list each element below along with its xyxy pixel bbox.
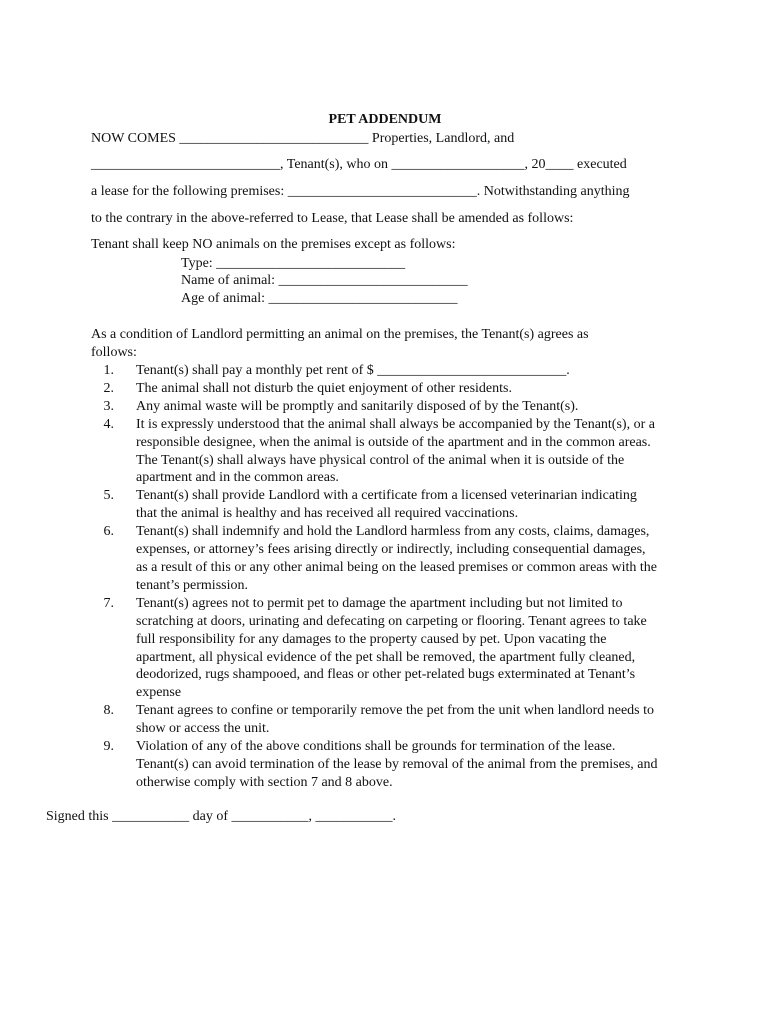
animal-type-field: Type: ___________________________ [181, 256, 406, 271]
list-item-text: Tenant(s) shall provide Landlord with a certificate from a licensed veterinarian indicating that the animal is healthy and has received all required vaccinations. [136, 488, 637, 522]
list-item [0, 416, 770, 488]
list-item-text: Any animal waste will be promptly and sanitarily disposed of by the Tenant(s). [136, 398, 579, 414]
list-item [0, 398, 770, 416]
condition-line-2: follows: [91, 345, 137, 360]
list-item-text: The animal shall not disturb the quiet enjoyment of other residents. [136, 380, 512, 396]
list-item-number: 9. [103, 739, 114, 755]
list-item-text: Violation of any of the above conditions shall be grounds for termination of the lease. Tenant(s) can avoid termination of the lease by removal of the animal from the premises, and otherwise comply with section 7 and 8 above. [136, 739, 658, 790]
list-item-number: 3. [103, 398, 114, 414]
list-item-text: It is expressly understood that the animal shall always be accompanied by the Tenant(s), or a responsible designee, when the animal is outside of the apartment and in the common areas. The Tenant(s) shall always have physical control of the animal when it is outside of the apartment and in the common areas. [136, 416, 655, 486]
list-item-text: Tenant(s) agrees not to permit pet to damage the apartment including but not limited to scratching at doors, urinating and defecating on carpeting or flooring. Tenant agrees to take full responsibility for any damages to the property caused by pet. Upon vacating the apartment, all physical evidence of the pet shall be removed, the apartment fully cleaned, deodorized, rugs shampooed, and fleas or other pet-related bugs exterminated at Tenant’s expense [136, 595, 647, 701]
document-title: PET ADDENDUM [328, 112, 442, 127]
intro-line-1: NOW COMES ___________________________ Properties, Landlord, and [91, 131, 515, 146]
list-item-number: 7. [103, 595, 114, 611]
intro-line-4: to the contrary in the above-referred to Lease, that Lease shall be amended as follows: [91, 211, 574, 226]
list-item [0, 595, 770, 702]
list-item-number: 8. [103, 703, 114, 719]
list-item-number: 4. [103, 416, 114, 432]
signature-line: Signed this ___________ day of ___________, ___________. [46, 809, 396, 824]
list-item [0, 702, 770, 738]
list-item-text: Tenant(s) shall indemnify and hold the Landlord harmless from any costs, claims, damages, expenses, or attorney’s fees arising directly or indirectly, including consequential damages, as a result of this or any other animal being on the leased premises or common areas with the tenant’s permission. [136, 524, 657, 593]
animal-age-field: Age of animal: ___________________________ [181, 291, 458, 306]
condition-line-1: As a condition of Landlord permitting an animal on the premises, the Tenant(s) agrees as [91, 327, 589, 342]
list-item [0, 487, 770, 523]
intro-line-3: a lease for the following premises: ___________________________. Notwithstanding anything [91, 184, 630, 199]
list-item-number: 2. [103, 380, 114, 396]
intro-line-2: ___________________________, Tenant(s), who on ___________________, 20____ executed [91, 157, 627, 172]
list-item-text: Tenant(s) shall pay a monthly pet rent of $ ___________________________. [136, 363, 570, 378]
list-item [0, 738, 770, 792]
list-item-text: Tenant agrees to confine or temporarily remove the pet from the unit when landlord needs to show or access the unit. [136, 703, 655, 737]
list-item [0, 523, 770, 595]
animal-name-field: Name of animal: ___________________________ [181, 273, 468, 288]
list-item-number: 5. [103, 488, 114, 504]
animals-intro: Tenant shall keep NO animals on the premises except as follows: [91, 237, 456, 252]
conditions-list [0, 362, 770, 792]
list-item [0, 362, 770, 380]
list-item-number: 1. [103, 363, 114, 378]
list-item [0, 380, 770, 398]
list-item-number: 6. [103, 524, 114, 540]
